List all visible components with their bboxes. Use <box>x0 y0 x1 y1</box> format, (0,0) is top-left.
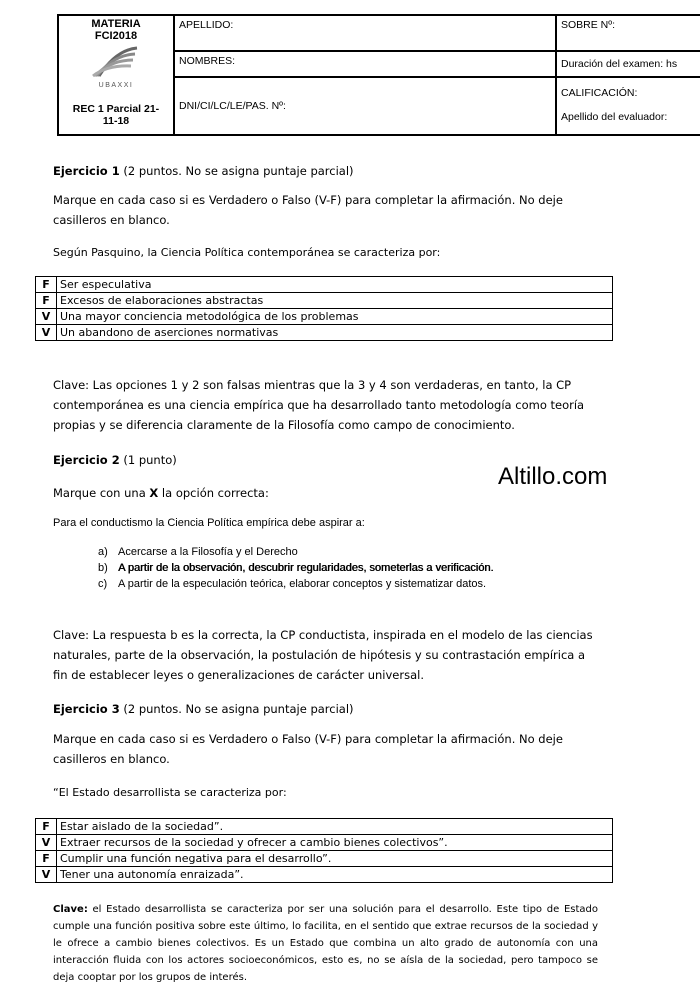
ej1-question: Según Pasquino, la Ciencia Política contemporánea se caracteriza por: <box>53 246 441 259</box>
answer-text: Extraer recursos de la sociedad y ofrecer a cambio bienes colectivos”. <box>57 835 613 851</box>
list-item <box>98 544 493 560</box>
table-row <box>36 867 613 883</box>
ej2-instruction-x: X <box>149 486 159 500</box>
answer-key: V <box>36 325 57 341</box>
exam-type <box>61 103 171 127</box>
answer-text: Tener una autonomía enraizada”. <box>57 867 613 883</box>
watermark: Altillo.com <box>498 463 608 490</box>
evaluador-label: Apellido del evaluador: <box>561 111 668 123</box>
exam-type-line1: REC 1 Parcial 21- <box>72 103 160 115</box>
ej2-note: (1 punto) <box>119 453 177 467</box>
sobre-cell: SOBRE Nº: <box>556 15 700 51</box>
materia-cell <box>58 15 174 135</box>
ej2-instruction-pre: Marque con una <box>53 486 150 500</box>
dni-cell: DNI/CI/LC/LE/PAS. Nº: <box>174 77 556 135</box>
ej1-note: (2 puntos. No se asigna puntaje parcial) <box>119 164 354 178</box>
option-letter: b) <box>98 562 108 574</box>
ej3-question: “El Estado desarrollista se caracteriza por: <box>53 786 287 799</box>
answer-key: V <box>36 835 57 851</box>
materia-code: FCI2018 <box>94 30 138 42</box>
materia-label: MATERIA <box>91 18 141 30</box>
answer-text: Una mayor conciencia metodológica de los problemas <box>57 309 613 325</box>
ej3-title: Ejercicio 3 <box>53 702 120 716</box>
ej3-note: (2 puntos. No se asigna puntaje parcial) <box>119 702 354 716</box>
table-row <box>36 293 613 309</box>
calificacion-cell <box>556 77 700 135</box>
ej3-answer-table <box>35 818 613 883</box>
table-row <box>36 835 613 851</box>
option-text: A partir de la especulación teórica, elaborar conceptos y sistematizar datos. <box>118 578 487 590</box>
ej3-heading <box>53 699 613 719</box>
table-row <box>36 325 613 341</box>
ej2-question: Para el conductismo la Ciencia Política empírica debe aspirar a: <box>53 517 365 529</box>
ej1-heading <box>53 161 613 181</box>
option-text-selected: A partir de la observación, descubrir regularidades, someterlas a verificación. <box>118 562 494 574</box>
answer-text: Cumplir una función negativa para el desarrollo”. <box>57 851 613 867</box>
ej3-instruction: Marque en cada caso si es Verdadero o Falso (V-F) para completar la afirmación. No deje casilleros en blanco. <box>53 732 563 766</box>
table-row <box>36 309 613 325</box>
calificacion-label: CALIFICACIÓN: <box>561 87 638 99</box>
answer-text: Excesos de elaboraciones abstractas <box>57 293 613 309</box>
ej3-clave-text: el Estado desarrollista se caracteriza por ser una solución para el desarrollo. Este tipo de Estado cumple una función positiva sobre este último, lo facilita, en el sentido que extrae recursos de la sociedad y le ofrece a cambio bienes colectivos. Es un Estado que combina un alto grado de autonomía con una interacción fluida con los actores socioeconómicos, esto es, no se aísla de la sociedad, pero tampoco se deja cooptar por los grupos de interés. <box>53 904 598 983</box>
table-row <box>36 819 613 835</box>
answer-key: F <box>36 819 57 835</box>
list-item <box>98 560 493 576</box>
answer-key: F <box>36 851 57 867</box>
nombres-cell: NOMBRES: <box>174 51 556 77</box>
ej3-clave-label: Clave: <box>53 904 88 915</box>
option-letter: a) <box>98 546 108 558</box>
exam-header-table <box>57 14 700 136</box>
option-letter: c) <box>98 578 108 590</box>
duracion-cell: Duración del examen: hs <box>556 51 700 77</box>
answer-text: Estar aislado de la sociedad”. <box>57 819 613 835</box>
ej2-instruction <box>53 483 613 503</box>
logo-text: UBAXXI <box>98 82 134 89</box>
ej2-options-list <box>98 544 493 592</box>
ej1-title: Ejercicio 1 <box>53 164 120 178</box>
answer-key: F <box>36 277 57 293</box>
ubaxxi-logo-icon <box>91 46 141 80</box>
answer-key: V <box>36 867 57 883</box>
answer-key: V <box>36 309 57 325</box>
ej1-clave: Clave: Las opciones 1 y 2 son falsas mientras que la 3 y 4 son verdaderas, en tanto, la CP contemporánea es una ciencia empírica que ha desarrollado tanto metodología como teoría propias y se diferencia claramente de la Filosofía como campo de conocimiento. <box>53 378 585 432</box>
ej3-clave <box>53 901 598 986</box>
ej1-answer-table <box>35 276 613 341</box>
ej1-instruction: Marque en cada caso si es Verdadero o Falso (V-F) para completar la afirmación. No deje casilleros en blanco. <box>53 193 563 227</box>
ej2-instruction-post: la opción correcta: <box>158 486 269 500</box>
table-row <box>36 277 613 293</box>
apellido-cell: APELLIDO: <box>174 15 556 51</box>
option-text: Acercarse a la Filosofía y el Derecho <box>118 546 298 558</box>
answer-text: Ser especulativa <box>57 277 613 293</box>
exam-type-line2: 11-18 <box>102 115 130 127</box>
ej2-title: Ejercicio 2 <box>53 453 120 467</box>
answer-text: Un abandono de aserciones normativas <box>57 325 613 341</box>
list-item <box>98 576 493 592</box>
answer-key: F <box>36 293 57 309</box>
ej2-clave: Clave: La respuesta b es la correcta, la CP conductista, inspirada en el modelo de las ciencias naturales, parte de la observación, la postulación de hipótesis y su contrastación empírica a fin de establecer leyes o generalizaciones de carácter universal. <box>53 628 593 682</box>
table-row <box>36 851 613 867</box>
